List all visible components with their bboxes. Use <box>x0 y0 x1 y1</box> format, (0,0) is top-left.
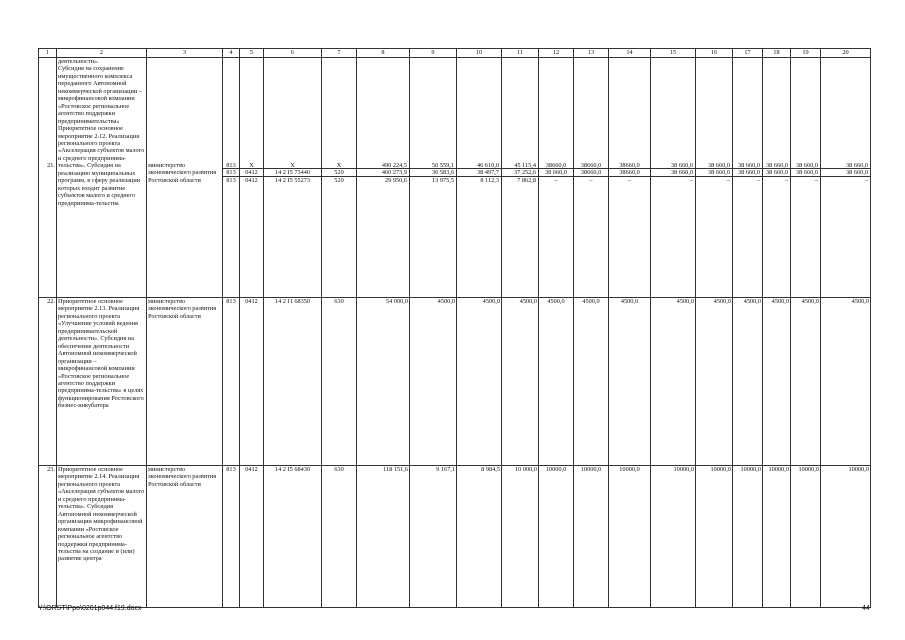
header-row <box>39 49 871 58</box>
row-description: Приоритетное основное мероприятие 2.14. Реализация регионального проекта «Акселерация субъектов малого и среднего предпринима-тельства». Субсидия Автономной некоммерческой организации микрофинансовой компании «Ростовское региональное агентство поддержки предпринима-тельства на создание и (или) развитие центра <box>57 466 147 608</box>
cell-col18: 38 660,0 38 660,0 – <box>763 58 791 298</box>
cell-col15: 4500,0 <box>651 298 696 466</box>
footer-file-path: Y:\ORST\Ppo\0201p044.f19.docx <box>38 605 142 612</box>
cell-col6: 14 2 I5 68430 <box>264 466 322 608</box>
continuation-text: деятельности». Субсидия на сохранение имущественного комплекса переданного Автономной некоммерческой организации – микрофинансовой компании «Ростовское региональное агентство поддержки предпринимательства» <box>58 58 142 125</box>
cell-col6: 14 2 I1 68350 <box>264 298 322 466</box>
cell-col15: 38 660,0 38 660,0 – <box>651 58 696 298</box>
cell-col19: 4500,0 <box>791 298 821 466</box>
cell-col4: 813 813 813 <box>223 58 240 298</box>
col-header: 16 <box>696 49 733 58</box>
col-header: 11 <box>502 49 539 58</box>
cell-col4: 813 <box>223 298 240 466</box>
cell-col10: 4500,0 <box>457 298 502 466</box>
cell-col12: 10000,0 <box>539 466 574 608</box>
col-header: 17 <box>733 49 763 58</box>
cell-col14: 10000,0 <box>609 466 651 608</box>
cell-col15: 10000,0 <box>651 466 696 608</box>
col-header: 6 <box>264 49 322 58</box>
row-executor: министерство экономического развития Ростовской области <box>147 58 223 298</box>
cell-col20: 4500,0 <box>821 298 871 466</box>
table-row-23 <box>39 466 871 608</box>
measure-description: Приоритетное основное мероприятие 2.12. Реализация регионального проекта «Акселерация субъектов малого и среднего предпринима-тельства». Субсидия на реализацию муниципальных программ, в сферу реализации которых входит развитие субъектов малого и среднего предпринима-тельства <box>58 125 145 207</box>
cell-col11: 45 115,4 37 252,6 7 862,8 <box>502 58 539 298</box>
cell-col20: 10000,0 <box>821 466 871 608</box>
cell-col9: 50 559,1 36 583,6 13 975,5 <box>410 58 457 298</box>
cell-col8: 490 224,5 460 273,9 29 950,6 <box>357 58 410 298</box>
cell-col5: 0412 <box>240 298 264 466</box>
cell-col19: 38 660,0 38 660,0 – <box>791 58 821 298</box>
cell-col17: 38 660,0 38 660,0 – <box>733 58 763 298</box>
page-number: 44 <box>862 605 870 612</box>
cell-col8: 118 151,6 <box>357 466 410 608</box>
cell-col9: 9 167,1 <box>410 466 457 608</box>
row-description <box>57 58 147 298</box>
cell-col10: 8 984,5 <box>457 466 502 608</box>
cell-col14: 4500,0 <box>609 298 651 466</box>
program-table <box>38 48 871 608</box>
cell-col17: 4500,0 <box>733 298 763 466</box>
cell-col6: Х 14 2 I5 73440 14 2 I5 55273 <box>264 58 322 298</box>
col-header: 18 <box>763 49 791 58</box>
cell-col13: 10000,0 <box>574 466 609 608</box>
col-header: 5 <box>240 49 264 58</box>
cell-col10: 46 610,0 38 497,7 8 112,3 <box>457 58 502 298</box>
cell-col12: 4500,0 <box>539 298 574 466</box>
cell-col5: 0412 <box>240 466 264 608</box>
col-header: 10 <box>457 49 502 58</box>
col-header: 19 <box>791 49 821 58</box>
col-header: 20 <box>821 49 871 58</box>
col-header: 9 <box>410 49 457 58</box>
cell-col11: 4500,0 <box>502 298 539 466</box>
row-number: 22. <box>39 298 57 466</box>
cell-col8: 54 000,0 <box>357 298 410 466</box>
cell-col7: 630 <box>322 298 357 466</box>
cell-col9: 4500,0 <box>410 298 457 466</box>
col-header: 14 <box>609 49 651 58</box>
row-description: Приоритетное основное мероприятие 2.13. Реализация регионального проекта «Улучшение условий ведения предпринимательской деятельности». Субсидия на обеспечение деятельности Автономной некоммерческой организации – микрофинансовой компании «Ростовское региональное агентство поддержки предпринима-тельства» в целях функционирования Ростовского бизнес-инкубатора <box>57 298 147 466</box>
cell-col17: 10000,0 <box>733 466 763 608</box>
col-header: 12 <box>539 49 574 58</box>
col-header: 8 <box>357 49 410 58</box>
cell-col12: 38660,0 38 660,0 – <box>539 58 574 298</box>
cell-col16: 38 660,0 38 660,0 – <box>696 58 733 298</box>
cell-col14: 38660,0 38660,0 – <box>609 58 651 298</box>
col-header: 4 <box>223 49 240 58</box>
col-header: 3 <box>147 49 223 58</box>
row-number: 23. <box>39 466 57 608</box>
cell-col16: 10000,0 <box>696 466 733 608</box>
col-header: 1 <box>39 49 57 58</box>
col-header: 13 <box>574 49 609 58</box>
cell-col7: Х 520 520 <box>322 58 357 298</box>
cell-col16: 4500,0 <box>696 298 733 466</box>
row-executor: министерство экономического развития Ростовской области <box>147 466 223 608</box>
cell-col20: 38 660,0 38 660,0 – <box>821 58 871 298</box>
cell-col19: 10000,0 <box>791 466 821 608</box>
row-executor: министерство экономического развития Ростовской области <box>147 298 223 466</box>
table-row-21 <box>39 58 871 298</box>
cell-col7: 630 <box>322 466 357 608</box>
table-row-22 <box>39 298 871 466</box>
cell-col18: 4500,0 <box>763 298 791 466</box>
cell-col13: 4500,0 <box>574 298 609 466</box>
cell-col5: Х 0412 0412 <box>240 58 264 298</box>
col-header: 15 <box>651 49 696 58</box>
cell-col18: 10000,0 <box>763 466 791 608</box>
cell-col11: 10 000,0 <box>502 466 539 608</box>
row-number: 21. <box>39 58 57 298</box>
col-header: 7 <box>322 49 357 58</box>
cell-col4: 813 <box>223 466 240 608</box>
cell-col13: 38660,0 38660,0 – <box>574 58 609 298</box>
col-header: 2 <box>57 49 147 58</box>
